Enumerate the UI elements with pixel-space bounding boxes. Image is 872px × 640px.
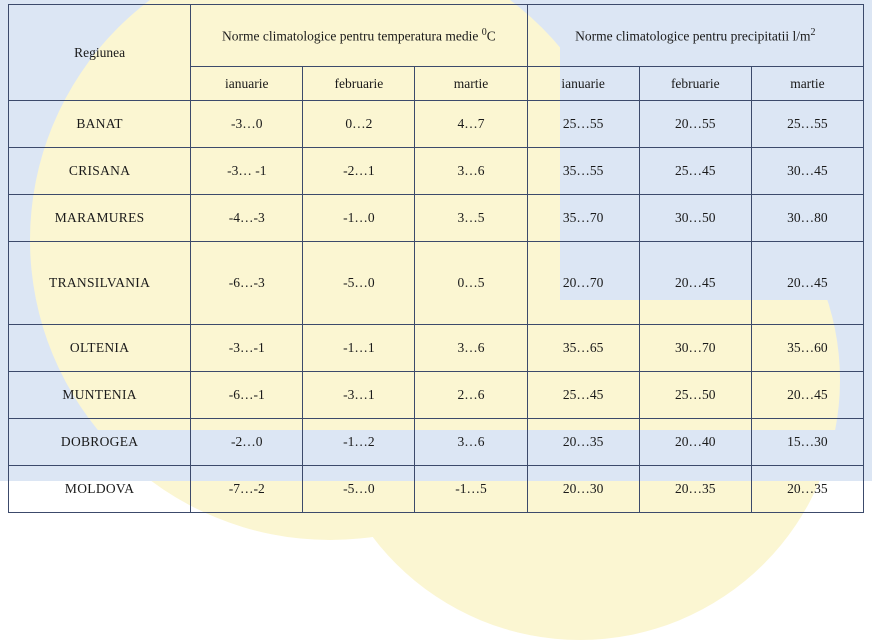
- header-month-temp-january: ianuarie: [191, 67, 303, 101]
- precip-march: 20…45: [751, 372, 863, 419]
- precip-march: 35…60: [751, 325, 863, 372]
- precip-february: 20…35: [639, 466, 751, 513]
- temp-march: 4…7: [415, 101, 527, 148]
- temp-march: 0…5: [415, 242, 527, 325]
- precip-february: 20…45: [639, 242, 751, 325]
- table-body: [9, 101, 864, 513]
- precip-january: 20…30: [527, 466, 639, 513]
- temp-january: -6…-3: [191, 242, 303, 325]
- region-name: BANAT: [9, 101, 191, 148]
- header-region: Regiunea: [9, 5, 191, 101]
- precip-march: 20…45: [751, 242, 863, 325]
- precip-february: 20…55: [639, 101, 751, 148]
- climate-norms-table: [8, 4, 864, 513]
- temp-february: 0…2: [303, 101, 415, 148]
- header-temperature-unit-sup: 0: [481, 26, 487, 38]
- temp-march: -1…5: [415, 466, 527, 513]
- temp-february: -1…2: [303, 419, 415, 466]
- temp-january: -4…-3: [191, 195, 303, 242]
- table-row: [9, 195, 864, 242]
- header-temperature-group: [191, 5, 527, 67]
- table-row: [9, 419, 864, 466]
- region-name: OLTENIA: [9, 325, 191, 372]
- precip-march: 25…55: [751, 101, 863, 148]
- header-precipitation-label: Norme climatologice pentru precipitatii l/m: [575, 28, 811, 44]
- temp-february: -1…1: [303, 325, 415, 372]
- temp-march: 3…6: [415, 148, 527, 195]
- temp-january: -3…-1: [191, 325, 303, 372]
- temp-march: 3…6: [415, 419, 527, 466]
- precip-january: 25…55: [527, 101, 639, 148]
- table-row: [9, 466, 864, 513]
- precip-january: 25…45: [527, 372, 639, 419]
- climate-table-container: [8, 4, 864, 513]
- region-name: TRANSILVANIA: [9, 242, 191, 325]
- header-month-precip-february: februarie: [639, 67, 751, 101]
- temp-march: 3…5: [415, 195, 527, 242]
- temp-january: -3…0: [191, 101, 303, 148]
- precip-january: 35…70: [527, 195, 639, 242]
- precip-march: 15…30: [751, 419, 863, 466]
- table-row: [9, 101, 864, 148]
- precip-january: 20…35: [527, 419, 639, 466]
- region-name: CRISANA: [9, 148, 191, 195]
- precip-february: 25…45: [639, 148, 751, 195]
- temp-march: 3…6: [415, 325, 527, 372]
- region-name: MARAMURES: [9, 195, 191, 242]
- precip-january: 20…70: [527, 242, 639, 325]
- precip-february: 30…50: [639, 195, 751, 242]
- precip-january: 35…55: [527, 148, 639, 195]
- temp-february: -3…1: [303, 372, 415, 419]
- table-row: [9, 325, 864, 372]
- temp-january: -3… -1: [191, 148, 303, 195]
- precip-february: 25…50: [639, 372, 751, 419]
- temp-march: 2…6: [415, 372, 527, 419]
- temp-february: -5…0: [303, 466, 415, 513]
- precip-march: 30…45: [751, 148, 863, 195]
- temp-february: -2…1: [303, 148, 415, 195]
- header-month-precip-march: martie: [751, 67, 863, 101]
- header-temperature-unit: C: [486, 28, 496, 44]
- table-row: [9, 148, 864, 195]
- precip-february: 20…40: [639, 419, 751, 466]
- precip-march: 30…80: [751, 195, 863, 242]
- temp-january: -6…-1: [191, 372, 303, 419]
- header-temperature-label: Norme climatologice pentru temperatura medie: [222, 28, 479, 44]
- temp-february: -5…0: [303, 242, 415, 325]
- header-month-temp-february: februarie: [303, 67, 415, 101]
- region-name: MUNTENIA: [9, 372, 191, 419]
- region-name: MOLDOVA: [9, 466, 191, 513]
- precip-february: 30…70: [639, 325, 751, 372]
- header-row-groups: [9, 5, 864, 67]
- table-row: [9, 372, 864, 419]
- table-head: [9, 5, 864, 101]
- precip-march: 20…35: [751, 466, 863, 513]
- region-name: DOBROGEA: [9, 419, 191, 466]
- precip-january: 35…65: [527, 325, 639, 372]
- temp-january: -2…0: [191, 419, 303, 466]
- header-precipitation-group: [527, 5, 863, 67]
- header-month-precip-january: ianuarie: [527, 67, 639, 101]
- table-row: [9, 242, 864, 325]
- header-month-temp-march: martie: [415, 67, 527, 101]
- temp-january: -7…-2: [191, 466, 303, 513]
- temp-february: -1…0: [303, 195, 415, 242]
- header-precipitation-unit-sup: 2: [810, 26, 816, 38]
